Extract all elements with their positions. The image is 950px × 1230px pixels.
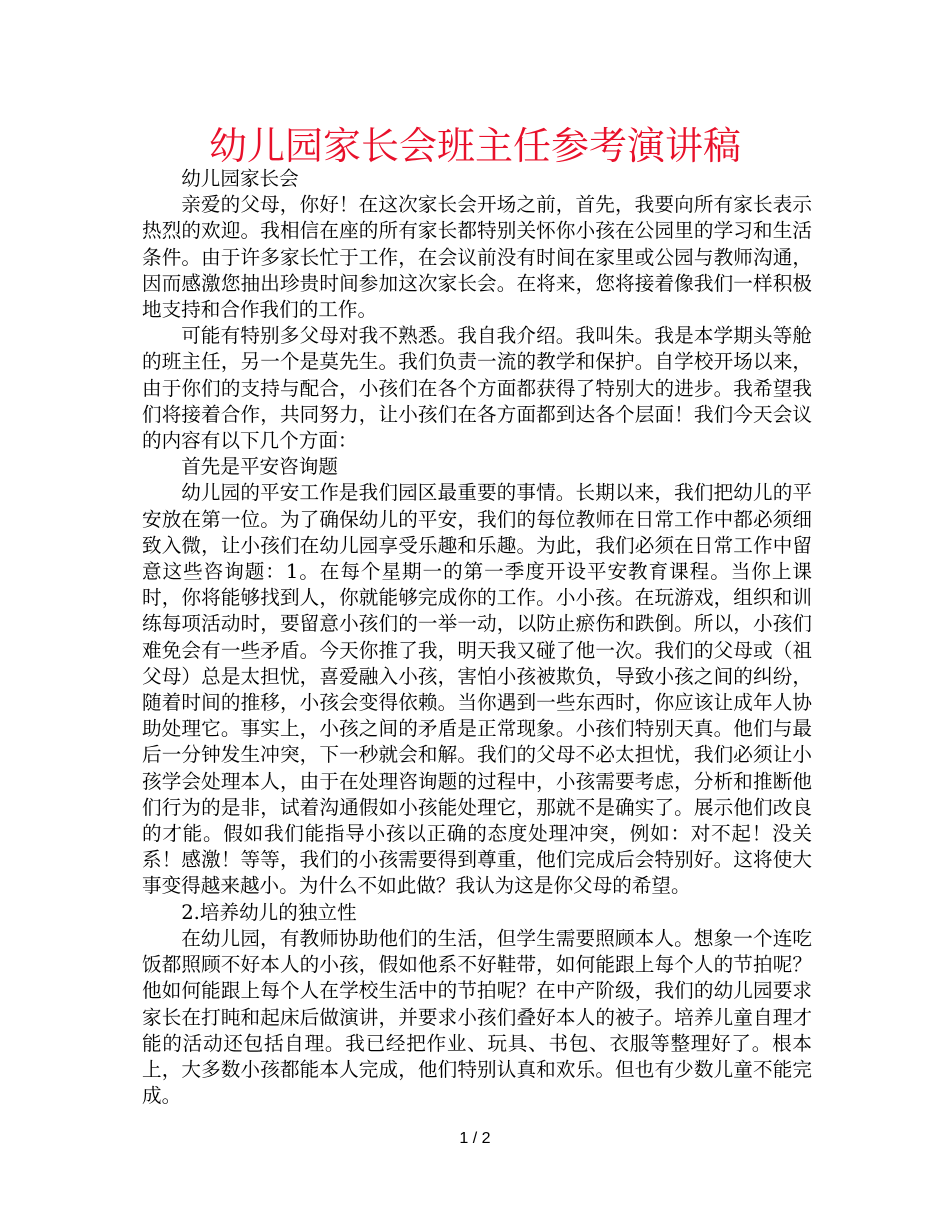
section-heading-safety: 首先是平安咨询题 <box>181 455 338 479</box>
paragraph-subheading: 幼儿园家长会 <box>181 167 299 190</box>
paragraph-safety: 幼儿园的平安工作是我们园区最重要的事情。长期以来，我们把幼儿的平安放在第一位。为了确保幼儿的平安，我们的每位教师在日常工作中都必须细致入微，让小孩们在幼儿园享受乐趣和乐趣。为此，我们必须在日常工作中留意这些咨询题：1。在每个星期一的第一季度开设平安教育课程。当你上课时，你将能够找到人，你就能够完成你的工作。小小孩。在玩游戏，组织和训练每项活动时，要留意小孩们的一举一动，以防止瘀伤和跌倒。所以，小孩们难免会有一些矛盾。今天你推了我，明天我又碰了他一次。我们的父母或（祖父母）总是太担忧，喜爱融入小孩，害怕小孩被欺负，导致小孩之间的纠纷，随着时间的推移，小孩会变得依赖。当你遇到一些东西时，你应该让成年人协助处理它。事实上，小孩之间的矛盾是正常现象。小孩们特别天真。他们与最后一分钟发生冲突，下一秒就会和解。我们的父母不必太担忧，我们必须让小孩学会处理本人，由于在处理咨询题的过程中，小孩需要考虑，分析和推断他们行为的是非，试着沟通假如小孩能处理它，那就不是确实了。展示他们改良的才能。假如我们能指导小孩以正确的态度处理冲突，例如：对不起！没关系！感激！等等，我们的小孩需要得到尊重，他们完成后会特别好。这将使大事变得越来越小。为什么不如此做？我认为这是你父母的希望。 <box>142 481 812 898</box>
section-heading-independence: 2.培养幼儿的独立性 <box>181 900 357 924</box>
paragraph-introduction: 可能有特别多父母对我不熟悉。我自我介绍。我叫朱。我是本学期头等舱的班主任，另一个是莫先生。我们负责一流的教学和保护。自学校开场以来，由于你们的支持与配合，小孩们在各个方面都获得了特别大的进步。我希望我们将接着合作，共同努力，让小孩们在各方面都到达各个层面！我们今天会议的内容有以下几个方面： <box>142 324 812 453</box>
document-body <box>142 166 812 1109</box>
paragraph-independence: 在幼儿园，有教师协助他们的生活，但学生需要照顾本人。想象一个连吃饭都照顾不好本人的小孩，假如他系不好鞋带，如何能跟上每个人的节拍呢？他如何能跟上每个人在学校生活中的节拍呢？在中产阶级，我们的幼儿园要求家长在打盹和起床后做演讲，并要求小孩们叠好本人的被子。培养儿童自理才能的活动还包括自理。我已经把作业、玩具、书包、衣服等整理好了。根本上，大多数小孩都能本人完成，他们特别认真和欢乐。但也有少数儿童不能完成。 <box>142 926 812 1108</box>
paragraph-greeting: 亲爱的父母，你好！在这次家长会开场之前，首先，我要向所有家长表示热烈的欢迎。我相信在座的所有家长都特别关怀你小孩在公园里的学习和生活条件。由于许多家长忙于工作，在会议前没有时间在家里或公园与教师沟通，因而感激您抽出珍贵时间参加这次家长会。在将来，您将接着像我们一样积极地支持和合作我们的工作。 <box>142 193 812 322</box>
document-title: 幼儿园家长会班主任参考演讲稿 <box>208 124 741 168</box>
page-number: 1 / 2 <box>459 1130 491 1147</box>
